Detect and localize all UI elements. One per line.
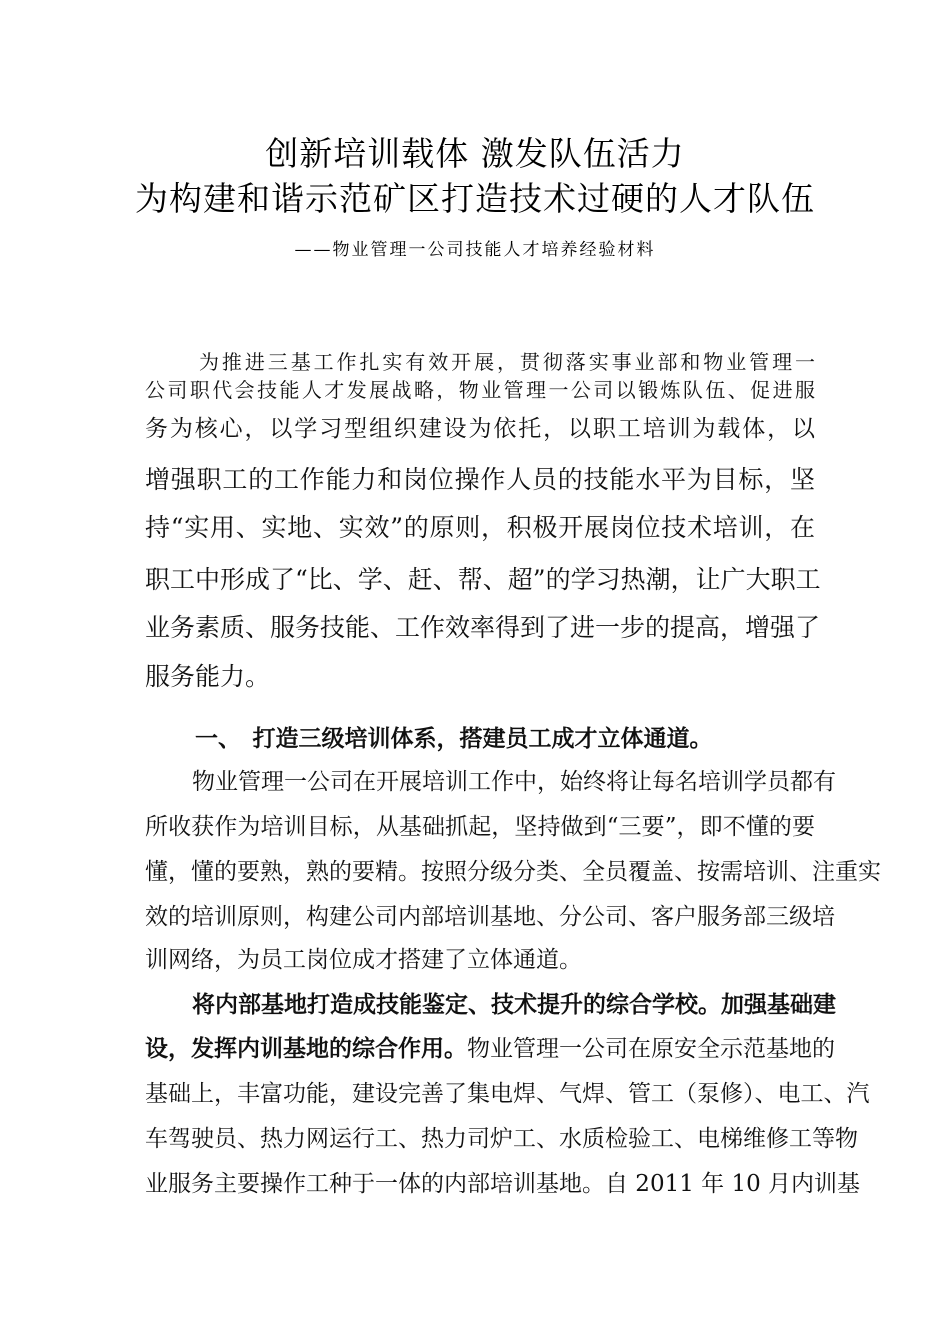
- intro-line: 服务能力。: [145, 662, 271, 691]
- section1-line: 懂，懂的要熟，熟的要精。按照分级分类、全员覆盖、按需培训、注重实: [145, 859, 881, 885]
- para2-line-rest: 物业管理一公司在原安全示范基地的: [467, 1036, 835, 1062]
- para2-line: 车驾驶员、热力网运行工、热力司炉工、水质检验工、电梯维修工等物: [145, 1126, 858, 1152]
- intro-line: 公司职代会技能人才发展战略，物业管理一公司以锻炼队伍、促进服: [145, 378, 815, 402]
- para2-bold-line: 将内部基地打造成技能鉴定、技术提升的综合学校。加强基础建: [192, 991, 836, 1018]
- intro-line: 业务素质、服务技能、工作效率得到了进一步的提高，增强了: [145, 613, 821, 642]
- intro-line: 职工中形成了“比、学、赶、帮、超”的学习热潮，让广大职工: [145, 565, 821, 594]
- section-heading: 一、 打造三级培训体系，搭建员工成才立体通道。: [195, 725, 713, 752]
- document-title-line-1: 创新培训载体 激发队伍活力: [265, 134, 685, 173]
- document-title-line-2: 为构建和谐示范矿区打造技术过硬的人才队伍: [135, 179, 815, 218]
- para2-line: 基础上，丰富功能，建设完善了集电焊、气焊、管工（泵修）、电工、汽: [145, 1081, 870, 1107]
- para2-line: [145, 1030, 835, 1063]
- document-subtitle: ——物业管理一公司技能人才培养经验材料: [294, 240, 656, 260]
- intro-line: 增强职工的工作能力和岗位操作人员的技能水平为目标，坚: [145, 465, 815, 494]
- section1-line: 物业管理一公司在开展培训工作中，始终将让每名培训学员都有: [192, 769, 836, 795]
- para2-bold-lead: 设，发挥内训基地的综合作用。: [145, 1035, 467, 1062]
- para2-line: 业服务主要操作工种于一体的内部培训基地。自 2011 年 10 月内训基: [145, 1171, 861, 1197]
- section1-line: 所收获作为培训目标，从基础抓起，坚持做到“三要”，即不懂的要: [145, 814, 815, 840]
- section1-line: 效的培训原则，构建公司内部培训基地、分公司、客户服务部三级培: [145, 904, 835, 930]
- intro-line: 为推进三基工作扎实有效开展，贯彻落实事业部和物业管理一: [199, 350, 815, 374]
- section1-line: 训网络，为员工岗位成才搭建了立体通道。: [145, 947, 582, 973]
- intro-line: 持“实用、实地、实效”的原则，积极开展岗位技术培训，在: [145, 513, 815, 542]
- intro-line: 务为核心，以学习型组织建设为依托，以职工培训为载体，以: [145, 416, 815, 442]
